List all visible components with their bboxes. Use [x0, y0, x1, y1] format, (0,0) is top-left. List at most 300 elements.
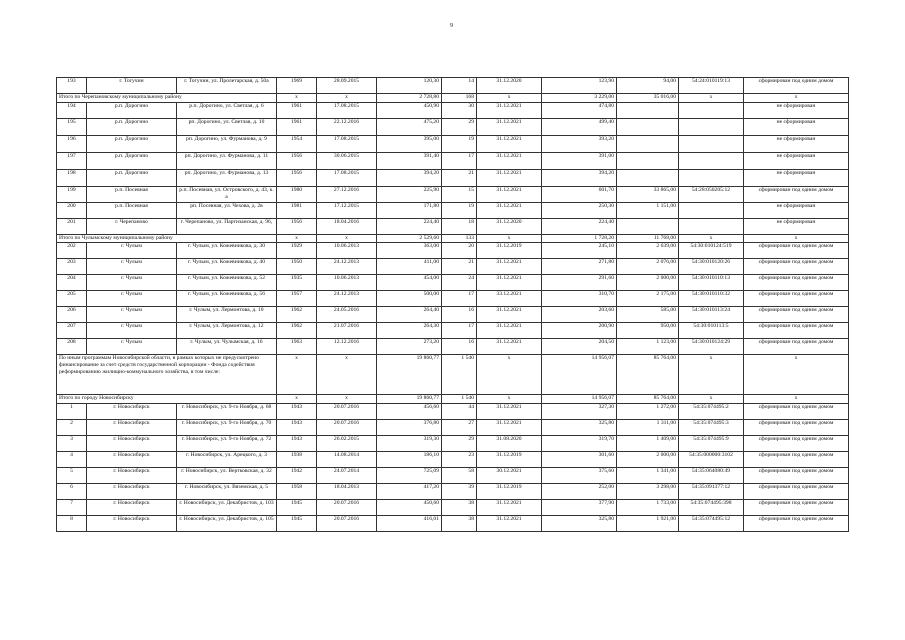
- table-row: [57, 420, 849, 436]
- row-number: 2: [57, 420, 87, 436]
- date-cell: 24.05.2016: [317, 307, 377, 323]
- address-cell: г. Чулым, ул. Кожевникова, д. 56: [177, 291, 277, 307]
- area-cell: 2 529,60: [377, 235, 442, 243]
- status-cell: x: [744, 235, 849, 243]
- deadline-cell: 31.12.2021: [477, 119, 542, 136]
- status-cell: не сформирован: [744, 136, 849, 153]
- table-row: [57, 484, 849, 500]
- locality-cell: г. Чулым: [87, 339, 177, 355]
- subtotal-label: Итого по городу Новосибирску: [57, 395, 277, 404]
- residents-cell: 14: [442, 78, 477, 94]
- table-row: [57, 153, 849, 170]
- locality-cell: г. Чулым: [87, 243, 177, 259]
- cadastre-cell: 54:35:091377:12: [679, 484, 744, 500]
- status-cell: x: [744, 94, 849, 103]
- subtotal-row: [57, 94, 849, 103]
- date-cell: 12.12.2016: [317, 339, 377, 355]
- area-cell: 120,30: [377, 78, 442, 94]
- residents-cell: 38: [442, 516, 477, 532]
- area-cell: 450,90: [377, 103, 442, 119]
- locality-cell: р.п. Посевная: [87, 187, 177, 203]
- area-cell: 19 860,77: [377, 395, 442, 404]
- address-cell: г. Новосибирск, ул. Декабристов, д. 103: [177, 500, 277, 516]
- year-cell: x: [277, 235, 317, 243]
- area-cell: 376,80: [377, 420, 442, 436]
- cost-cell: 1 123,00: [617, 339, 679, 355]
- status-cell: сформирован под одним домом: [744, 452, 849, 468]
- date-cell: 21.07.2016: [317, 323, 377, 339]
- table-row: [57, 259, 849, 275]
- status-cell: сформирован под одним домом: [744, 291, 849, 307]
- deadline-cell: 31.12.2021: [477, 307, 542, 323]
- date-cell: 28.09.2015: [317, 78, 377, 94]
- cadastre-cell: 54:35:074495:9: [679, 436, 744, 452]
- table-row: [57, 170, 849, 187]
- residents-cell: 16: [442, 307, 477, 323]
- date-cell: x: [317, 94, 377, 103]
- year-cell: 1938: [277, 452, 317, 468]
- cadastre-cell: [679, 203, 744, 219]
- address-cell: г. Чулым, ул. Чулымская, д. 16: [177, 339, 277, 355]
- residents-cell: 20: [442, 243, 477, 259]
- residents-cell: 17: [442, 291, 477, 307]
- status-cell: сформирован под одним домом: [744, 259, 849, 275]
- cost-cell: 1 341,00: [617, 468, 679, 484]
- year-cell: 1935: [277, 275, 317, 291]
- deadline-cell: 33.12.2021: [477, 291, 542, 307]
- area-new-cell: 474,80: [542, 103, 617, 119]
- deadline-cell: 31.12.2021: [477, 516, 542, 532]
- deadline-cell: 31.12.2021: [477, 203, 542, 219]
- date-cell: 24.07.2014: [317, 468, 377, 484]
- cost-cell: [617, 219, 679, 235]
- locality-cell: г. Черепаново: [87, 219, 177, 235]
- area-new-cell: 325,80: [542, 420, 617, 436]
- subtotal-label: Итого по Чулымскому муниципальному району: [57, 235, 277, 243]
- date-cell: 20.07.2016: [317, 404, 377, 420]
- residents-cell: 24: [442, 275, 477, 291]
- area-cell: 500,00: [377, 291, 442, 307]
- address-cell: г. Чулым, ул. Кожевникова, д. 52: [177, 275, 277, 291]
- locality-cell: г. Тогучин: [87, 78, 177, 94]
- cost-cell: 2 000,00: [617, 275, 679, 291]
- area-cell: 417,20: [377, 484, 442, 500]
- table-row: [57, 203, 849, 219]
- deadline-cell: 31.12.2021: [477, 170, 542, 187]
- year-cell: 1942: [277, 468, 317, 484]
- cadastre-cell: [679, 219, 744, 235]
- row-number: 199: [57, 187, 87, 203]
- cadastre-cell: 54:30:010110:13: [679, 275, 744, 291]
- deadline-cell: 31.12.2021: [477, 259, 542, 275]
- cost-cell: 1 409,00: [617, 436, 679, 452]
- locality-cell: г. Чулым: [87, 323, 177, 339]
- cost-cell: [617, 136, 679, 153]
- residents-cell: 38: [442, 500, 477, 516]
- table-row: [57, 452, 849, 468]
- date-cell: 27.12.2016: [317, 187, 377, 203]
- row-number: 202: [57, 243, 87, 259]
- year-cell: 1956: [277, 153, 317, 170]
- row-number: 6: [57, 484, 87, 500]
- deadline-cell: 31.12.2019: [477, 484, 542, 500]
- area-new-cell: 123,90: [542, 78, 617, 94]
- cost-cell: 1 272,00: [617, 404, 679, 420]
- date-cell: 10.06.2013: [317, 243, 377, 259]
- table-row: [57, 500, 849, 516]
- residents-cell: 27: [442, 420, 477, 436]
- year-cell: x: [277, 395, 317, 404]
- area-new-cell: 393,20: [542, 136, 617, 153]
- locality-cell: г. Новосибирск: [87, 468, 177, 484]
- date-cell: 26.02.2015: [317, 436, 377, 452]
- deadline-cell: 31.12.2021: [477, 136, 542, 153]
- address-cell: г. Чулым, ул. Кожевникова, д. 40: [177, 259, 277, 275]
- status-cell: сформирован под одним домом: [744, 500, 849, 516]
- locality-cell: г. Чулым: [87, 275, 177, 291]
- year-cell: 1981: [277, 203, 317, 219]
- row-number: 197: [57, 153, 87, 170]
- area-cell: 363,00: [377, 243, 442, 259]
- residents-cell: 29: [442, 436, 477, 452]
- area-cell: 264,30: [377, 323, 442, 339]
- row-number: 203: [57, 259, 87, 275]
- residents-cell: 39: [442, 484, 477, 500]
- area-new-cell: 200,90: [542, 323, 617, 339]
- year-cell: 1945: [277, 500, 317, 516]
- subtotal-label: По иным программам Новосибирской области, в рамках которых не предусмотрено финансирование за счет средств государственной корпорации - Фонда содействия реформированию жилищно-коммунального хозяйства, в том числе:: [57, 355, 277, 395]
- address-cell: г. Чулым, ул. Лермонтова, д. 12: [177, 323, 277, 339]
- area-new-cell: 250,30: [542, 203, 617, 219]
- area-cell: 475,20: [377, 119, 442, 136]
- locality-cell: г. Чулым: [87, 259, 177, 275]
- residents-cell: 133: [442, 235, 477, 243]
- subtotal-row: [57, 355, 849, 395]
- cadastre-cell: 54:35:000000:3102: [679, 452, 744, 468]
- cadastre-cell: 54:30:010124:519: [679, 243, 744, 259]
- area-new-cell: 245,10: [542, 243, 617, 259]
- status-cell: сформирован под одним домом: [744, 404, 849, 420]
- status-cell: x: [744, 355, 849, 395]
- cadastre-cell: 54:35:064080:49: [679, 468, 744, 484]
- residents-cell: 1 540: [442, 395, 477, 404]
- locality-cell: г. Новосибирск: [87, 516, 177, 532]
- status-cell: сформирован под одним домом: [744, 78, 849, 94]
- row-number: 200: [57, 203, 87, 219]
- table-row: [57, 78, 849, 94]
- locality-cell: р.п. Дорогино: [87, 119, 177, 136]
- locality-cell: р.п. Дорогино: [87, 103, 177, 119]
- area-cell: 225,90: [377, 187, 442, 203]
- deadline-cell: 31.12.2021: [477, 500, 542, 516]
- date-cell: 30.06.2015: [317, 153, 377, 170]
- residents-cell: 18: [442, 219, 477, 235]
- year-cell: 1950: [277, 259, 317, 275]
- status-cell: сформирован под одним домом: [744, 187, 849, 203]
- cost-cell: 94,00: [617, 78, 679, 94]
- deadline-cell: 31.12.2019: [477, 452, 542, 468]
- year-cell: 1929: [277, 243, 317, 259]
- table-row: [57, 516, 849, 532]
- table-row: [57, 307, 849, 323]
- date-cell: x: [317, 355, 377, 395]
- year-cell: 1958: [277, 484, 317, 500]
- area-cell: 224,40: [377, 219, 442, 235]
- row-number: 195: [57, 119, 87, 136]
- residents-cell: 23: [442, 452, 477, 468]
- locality-cell: г. Новосибирск: [87, 500, 177, 516]
- cost-cell: 1 311,00: [617, 420, 679, 436]
- year-cell: 1963: [277, 339, 317, 355]
- year-cell: 1943: [277, 436, 317, 452]
- address-cell: рп. Дорогино, ул. Фурманова, д. 11: [177, 153, 277, 170]
- area-cell: 186,10: [377, 452, 442, 468]
- deadline-cell: 31.12.2021: [477, 323, 542, 339]
- cadastre-cell: 54:35:074495:2: [679, 404, 744, 420]
- cadastre-cell: 54:35:074495:3: [679, 420, 744, 436]
- table-row: [57, 219, 849, 235]
- table-row: [57, 323, 849, 339]
- address-cell: г. Новосибирск, ул. 9-го Ноября, д. 72: [177, 436, 277, 452]
- deadline-cell: 31.12.2021: [477, 275, 542, 291]
- cadastre-cell: 54:24:010119:13: [679, 78, 744, 94]
- address-cell: рп. Дорогино, ул. Светлая, д. 10: [177, 119, 277, 136]
- residents-cell: 168: [442, 94, 477, 103]
- status-cell: не сформирован: [744, 119, 849, 136]
- date-cell: 22.12.2016: [317, 119, 377, 136]
- year-cell: 1962: [277, 323, 317, 339]
- cost-cell: [617, 153, 679, 170]
- row-number: 198: [57, 170, 87, 187]
- cost-cell: [617, 103, 679, 119]
- cadastre-cell: [679, 119, 744, 136]
- year-cell: 1961: [277, 119, 317, 136]
- row-number: 205: [57, 291, 87, 307]
- area-cell: 19 860,77: [377, 355, 442, 395]
- cadastre-cell: x: [679, 94, 744, 103]
- cost-cell: 3 298,00: [617, 484, 679, 500]
- deadline-cell: 30.12.2021: [477, 468, 542, 484]
- row-number: 204: [57, 275, 87, 291]
- date-cell: 17.08.2015: [317, 170, 377, 187]
- status-cell: не сформирован: [744, 103, 849, 119]
- status-cell: сформирован под одним домом: [744, 420, 849, 436]
- date-cell: 17.12.2015: [317, 203, 377, 219]
- address-cell: г. Новосибирск, ул. 9-го Ноября, д. 68: [177, 404, 277, 420]
- cost-cell: 2 175,00: [617, 291, 679, 307]
- date-cell: x: [317, 235, 377, 243]
- year-cell: 1980: [277, 187, 317, 203]
- deadline-cell: 31.12.2020: [477, 78, 542, 94]
- area-new-cell: 377,90: [542, 500, 617, 516]
- residents-cell: 21: [442, 259, 477, 275]
- cost-cell: 11 768,00: [617, 235, 679, 243]
- deadline-cell: x: [477, 235, 542, 243]
- subtotal-row: [57, 235, 849, 243]
- cost-cell: 1 733,00: [617, 500, 679, 516]
- cadastre-cell: x: [679, 355, 744, 395]
- cadastre-cell: 54:30:010113:24: [679, 307, 744, 323]
- residents-cell: 19: [442, 136, 477, 153]
- area-cell: 319,30: [377, 436, 442, 452]
- address-cell: р.п. Дорогино, ул. Светлая, д. 6: [177, 103, 277, 119]
- area-new-cell: 319,70: [542, 436, 617, 452]
- date-cell: x: [317, 395, 377, 404]
- residents-cell: 16: [442, 339, 477, 355]
- cadastre-cell: x: [679, 235, 744, 243]
- deadline-cell: x: [477, 395, 542, 404]
- cost-cell: 85 764,00: [617, 355, 679, 395]
- row-number: 193: [57, 78, 87, 94]
- locality-cell: г. Чулым: [87, 307, 177, 323]
- cost-cell: 585,00: [617, 307, 679, 323]
- area-cell: 450,60: [377, 500, 442, 516]
- cost-cell: 950,00: [617, 323, 679, 339]
- cost-cell: 1 921,00: [617, 516, 679, 532]
- locality-cell: р.п. Посевная: [87, 203, 177, 219]
- date-cell: 20.07.2016: [317, 516, 377, 532]
- cadastre-cell: 54:30:010120:26: [679, 259, 744, 275]
- status-cell: не сформирован: [744, 170, 849, 187]
- address-cell: г. Новосибирск, ул. Арецкого, д. 3: [177, 452, 277, 468]
- status-cell: сформирован под одним домом: [744, 436, 849, 452]
- date-cell: 18.04.2013: [317, 484, 377, 500]
- date-cell: 17.08.2015: [317, 103, 377, 119]
- residents-cell: 1 540: [442, 355, 477, 395]
- area-cell: 394,20: [377, 170, 442, 187]
- cost-cell: [617, 119, 679, 136]
- cadastre-cell: 54:35:074495:398: [679, 500, 744, 516]
- residents-cell: 19: [442, 203, 477, 219]
- table-row: [57, 275, 849, 291]
- row-number: 1: [57, 404, 87, 420]
- year-cell: 1943: [277, 404, 317, 420]
- deadline-cell: 31.12.2021: [477, 187, 542, 203]
- year-cell: 1957: [277, 291, 317, 307]
- table-row: [57, 119, 849, 136]
- address-cell: г. Новосибирск, ул. Вяземская, д. 5: [177, 484, 277, 500]
- locality-cell: г. Новосибирск: [87, 452, 177, 468]
- year-cell: 1956: [277, 219, 317, 235]
- table-row: [57, 291, 849, 307]
- year-cell: 1969: [277, 78, 317, 94]
- area-new-cell: 3 229,00: [542, 94, 617, 103]
- cadastre-cell: 54:35:074495:12: [679, 516, 744, 532]
- residents-cell: 30: [442, 103, 477, 119]
- status-cell: не сформирован: [744, 219, 849, 235]
- area-new-cell: 394,20: [542, 170, 617, 187]
- row-number: 194: [57, 103, 87, 119]
- area-new-cell: 601,70: [542, 187, 617, 203]
- residents-cell: 15: [442, 187, 477, 203]
- area-cell: 454,00: [377, 275, 442, 291]
- cost-cell: 85 764,00: [617, 395, 679, 404]
- row-number: 207: [57, 323, 87, 339]
- cadastre-cell: 54:30:010124:29: [679, 339, 744, 355]
- status-cell: сформирован под одним домом: [744, 339, 849, 355]
- area-cell: 456,60: [377, 404, 442, 420]
- row-number: 206: [57, 307, 87, 323]
- locality-cell: г. Новосибирск: [87, 484, 177, 500]
- area-cell: 391,40: [377, 153, 442, 170]
- address-cell: г. Тогучин, ул. Пролетарская, д. 50а: [177, 78, 277, 94]
- area-new-cell: 499,40: [542, 119, 617, 136]
- status-cell: сформирован под одним домом: [744, 484, 849, 500]
- deadline-cell: 31.12.2021: [477, 404, 542, 420]
- year-cell: 1945: [277, 516, 317, 532]
- deadline-cell: 31.12.2020: [477, 219, 542, 235]
- row-number: 3: [57, 436, 87, 452]
- status-cell: сформирован под одним домом: [744, 243, 849, 259]
- area-cell: 2 728,80: [377, 94, 442, 103]
- table-row: [57, 136, 849, 153]
- area-cell: 416,01: [377, 516, 442, 532]
- deadline-cell: 31.12.2021: [477, 103, 542, 119]
- deadline-cell: 31.12.2019: [477, 243, 542, 259]
- date-cell: 18.04.2016: [317, 219, 377, 235]
- area-new-cell: 375,60: [542, 468, 617, 484]
- table-row: [57, 339, 849, 355]
- locality-cell: г. Новосибирск: [87, 420, 177, 436]
- year-cell: 1961: [277, 103, 317, 119]
- year-cell: 1962: [277, 307, 317, 323]
- address-cell: г. Черепаново, ул. Партизанская, д. 96,: [177, 219, 277, 235]
- row-number: 7: [57, 500, 87, 516]
- locality-cell: р.п. Дорогино: [87, 136, 177, 153]
- cadastre-cell: 54:30:010113:5: [679, 323, 744, 339]
- cadastre-cell: 54:30:010110:32: [679, 291, 744, 307]
- status-cell: сформирован под одним домом: [744, 307, 849, 323]
- residents-cell: 21: [442, 170, 477, 187]
- address-cell: г. Новосибирск, ул. Декабристов, д. 105: [177, 516, 277, 532]
- subtotal-row: [57, 395, 849, 404]
- year-cell: 1943: [277, 420, 317, 436]
- deadline-cell: x: [477, 355, 542, 395]
- cadastre-cell: 54:28:050205:12: [679, 187, 744, 203]
- date-cell: 20.07.2016: [317, 420, 377, 436]
- status-cell: сформирован под одним домом: [744, 275, 849, 291]
- date-cell: 24.12.2013: [317, 259, 377, 275]
- area-new-cell: 291,60: [542, 275, 617, 291]
- row-number: 5: [57, 468, 87, 484]
- date-cell: 24.12.2013: [317, 291, 377, 307]
- residents-cell: 29: [442, 119, 477, 136]
- year-cell: 1956: [277, 170, 317, 187]
- area-cell: 264,40: [377, 307, 442, 323]
- cost-cell: 35 016,00: [617, 94, 679, 103]
- cadastre-cell: x: [679, 395, 744, 404]
- area-new-cell: 391,00: [542, 153, 617, 170]
- deadline-cell: 31.08.2020: [477, 436, 542, 452]
- table-row: [57, 436, 849, 452]
- area-new-cell: 204,50: [542, 339, 617, 355]
- locality-cell: г. Новосибирск: [87, 404, 177, 420]
- date-cell: 14.08.2014: [317, 452, 377, 468]
- status-cell: не сформирован: [744, 153, 849, 170]
- area-new-cell: 14 956,07: [542, 355, 617, 395]
- cost-cell: 1 151,00: [617, 203, 679, 219]
- cadastre-cell: [679, 136, 744, 153]
- area-new-cell: 301,60: [542, 452, 617, 468]
- deadline-cell: 31.12.2021: [477, 420, 542, 436]
- cost-cell: 2 000,00: [617, 452, 679, 468]
- year-cell: x: [277, 355, 317, 395]
- residents-cell: 17: [442, 323, 477, 339]
- area-new-cell: 252,00: [542, 484, 617, 500]
- cadastre-cell: [679, 170, 744, 187]
- date-cell: 10.06.2013: [317, 275, 377, 291]
- residents-cell: 17: [442, 153, 477, 170]
